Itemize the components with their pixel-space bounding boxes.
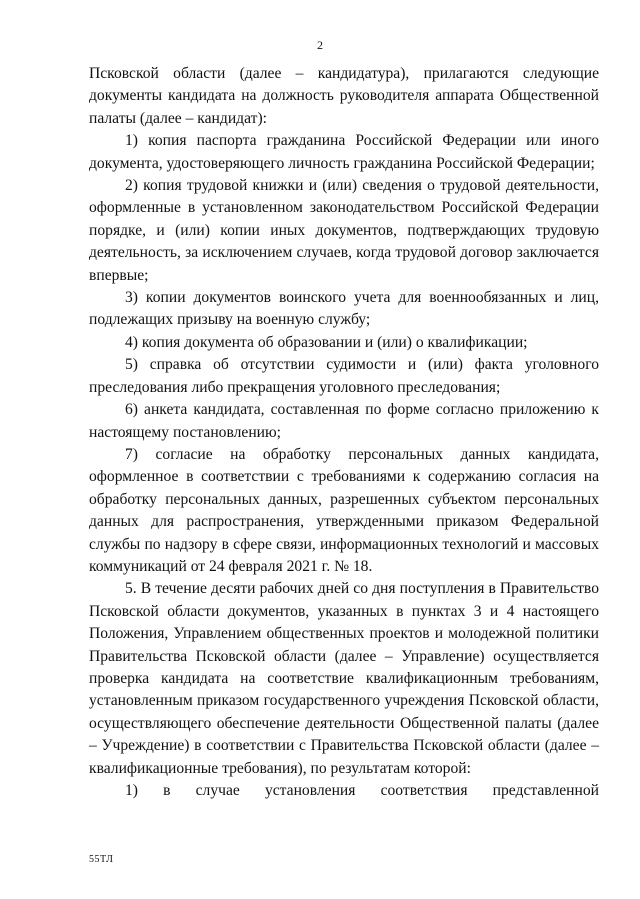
paragraph-item-4: 4) копия документа об образовании и (или) о квалификации; — [125, 333, 528, 351]
paragraph-clause-5: 5. В течение десяти рабочих дней со дня поступления в Правительство Псковской области документов, указанных в пунктах 3 и 4 настоящего Положения, Управлением общественных проектов и молодежной политики Правительства Псковской области (далее – Управление) осуществляется проверка кандидата на соответствие квалификационным требованиям, установленным приказом государственного учреждения Псковской области, осуществляющего обеспечение деятельности Общественной палаты (далее – Учреждение) в соответствии с Правительства Псковской области (далее – квалификационные требования), по результатам которой: — [89, 580, 599, 777]
paragraph-item-5: 5) справка об отсутствии судимости и (или) факта уголовного преследования либо прекращения уголовного преследования; — [89, 356, 599, 396]
page-number: 2 — [317, 38, 323, 52]
paragraph-item-1: 1) копия паспорта гражданина Российской Федерации или иного документа, удостоверяющего личность гражданина Российской Федерации; — [89, 132, 599, 172]
paragraph-item-2: 2) копия трудовой книжки и (или) сведения о трудовой деятельности, оформленные в установленном законодательством Российской Федерации порядке, и (или) копии иных документов, подтверждающих трудовую деятельность, за исключением случаев, когда трудовой договор заключается впервые; — [89, 177, 599, 284]
paragraph-item-3: 3) копии документов воинского учета для военнообязанных и лиц, подлежащих призыву на военную службу; — [89, 289, 599, 329]
document-body — [89, 63, 599, 802]
paragraph-item-6: 6) анкета кандидата, составленная по форме согласно приложению к настоящему постановлению; — [89, 401, 599, 441]
paragraph-item-7: 7) согласие на обработку персональных данных кандидата, оформленное в соответствии с требованиями к содержанию согласия на обработку персональных данных, разрешенных субъектом персональных данных для распространения, утвержденными приказом Федеральной службы по надзору в сфере связи, информационных технологий и массовых коммуникаций от 24 февраля 2021 г. № 18. — [89, 445, 599, 575]
paragraph-subitem-1: 1) в случае установления соответствия представленной — [125, 782, 599, 799]
footer-code: 55ТЛ — [89, 854, 114, 865]
paragraph-intro: Псковской области (далее – кандидатура), прилагаются следующие документы кандидата на должность руководителя аппарата Общественной палаты (далее – кандидат): — [89, 65, 599, 127]
